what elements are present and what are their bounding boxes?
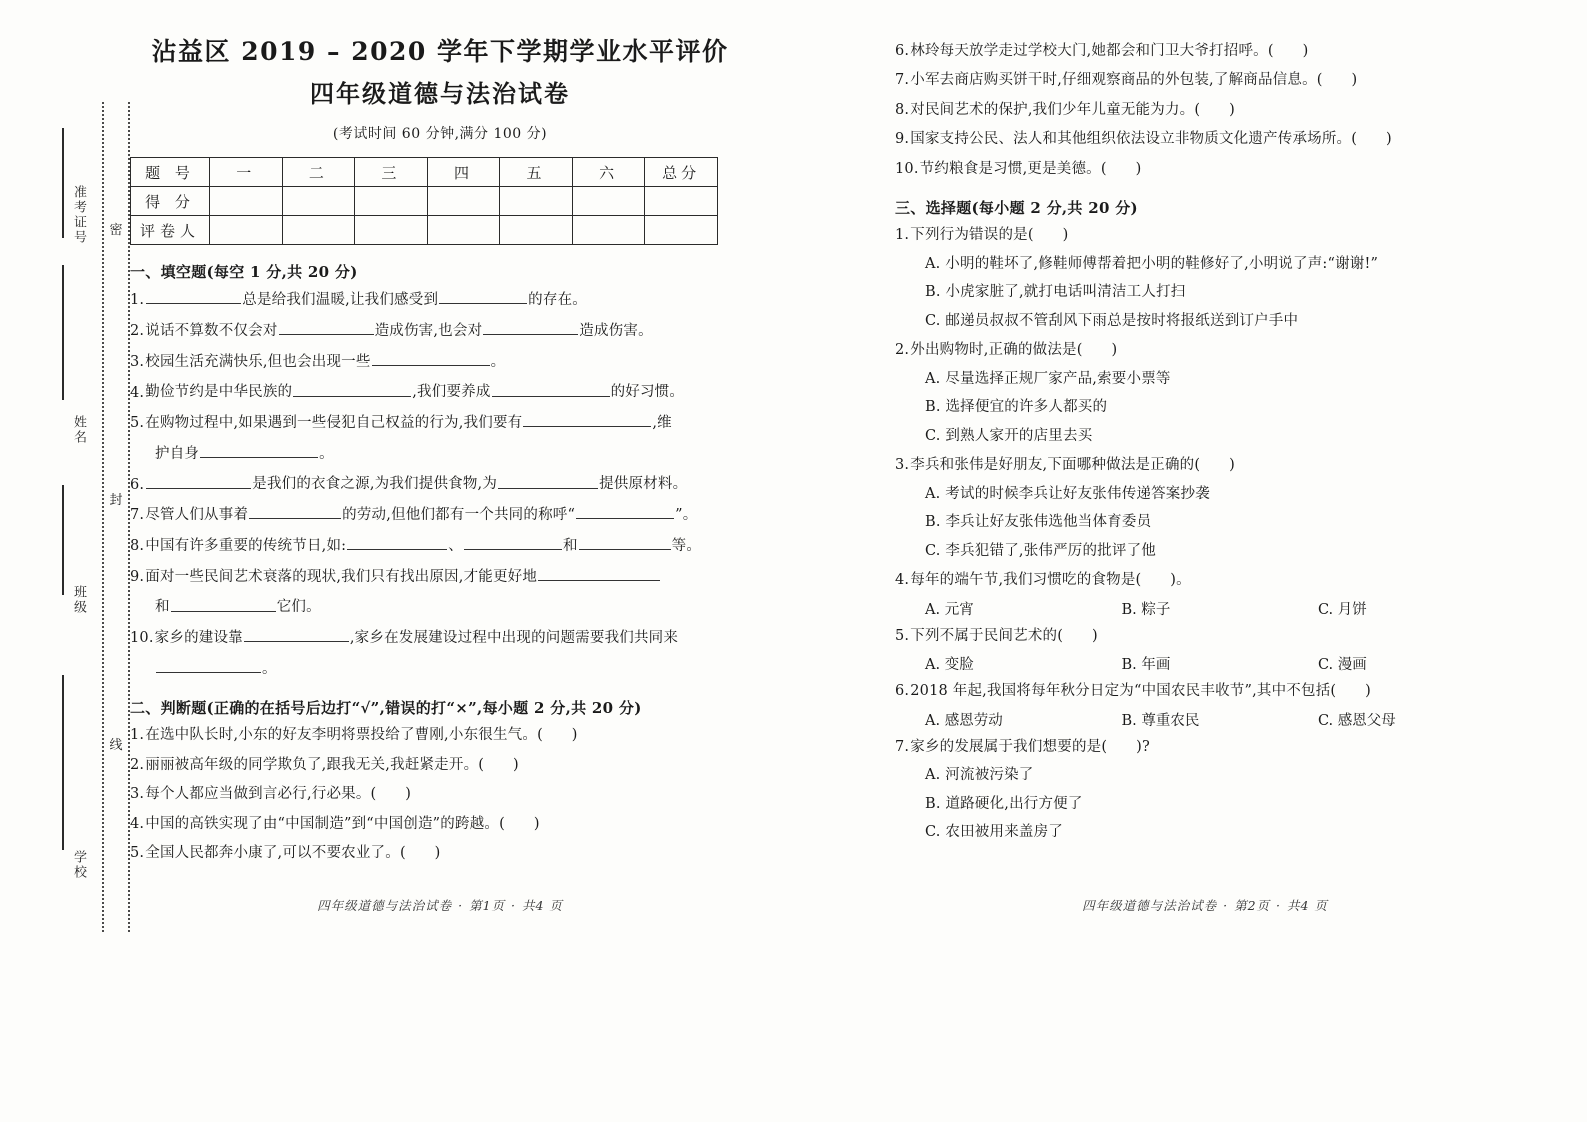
question-text: 。	[490, 353, 506, 370]
question-text: 在购物过程中,如果遇到一些侵犯自己权益的行为,我们要有	[145, 415, 523, 432]
seal-char-xian: 线	[108, 730, 124, 757]
question-number: 2.	[130, 756, 145, 773]
option-row	[895, 598, 1515, 619]
question-body	[145, 754, 750, 777]
footer-total-pages: 共4 页	[522, 898, 563, 913]
answer-blank[interactable]	[156, 657, 261, 673]
answer-blank[interactable]	[249, 503, 341, 519]
score-table-cell[interactable]	[645, 216, 718, 245]
question-number: 7.	[895, 72, 910, 89]
answer-blank[interactable]	[576, 503, 674, 519]
choice-option[interactable]: A. 小明的鞋坏了,修鞋师傅帮着把小明的鞋修好了,小明说了声:“谢谢!”	[925, 255, 1379, 272]
question-body	[145, 288, 750, 313]
question-text: 每年的端午节,我们习惯吃的食物是(	[910, 572, 1142, 589]
score-table-column-header: 一	[210, 158, 283, 187]
question-body	[145, 783, 750, 806]
field-rule-name	[62, 265, 64, 400]
score-table-cell[interactable]	[572, 216, 645, 245]
score-table-cell[interactable]	[210, 187, 283, 216]
page-1	[130, 34, 750, 914]
choice-option[interactable]: B. 小虎家脏了,就打电话叫清洁工人打扫	[925, 284, 1186, 301]
field-label-exam-number: 准考证号	[71, 185, 86, 245]
section-heading-multiple-choice: 三、选择题(每小题 2 分,共 20 分)	[895, 199, 1138, 218]
fill-in-blank-question-list	[130, 288, 750, 681]
question-text: 林玲每天放学走过学校大门,她都会和门卫大爷打招呼。(	[910, 43, 1274, 59]
choice-option[interactable]: A. 变脸	[925, 657, 974, 674]
choice-option[interactable]: C. 月饼	[1317, 601, 1367, 618]
question-number: 5.	[130, 845, 145, 862]
question-number: 2.	[895, 342, 910, 359]
fill-in-blank-question	[130, 472, 750, 497]
question-text: 它们。	[276, 599, 321, 616]
question-body	[155, 626, 750, 651]
question-text: 等。	[671, 538, 702, 555]
choice-option[interactable]: C. 农田被用来盖房了	[925, 824, 1063, 841]
question-number: 8.	[130, 538, 145, 555]
question-body	[145, 380, 750, 405]
question-number: 4.	[895, 572, 910, 589]
true-false-question	[895, 40, 1515, 63]
answer-blank[interactable]	[492, 380, 610, 396]
answer-blank[interactable]	[579, 534, 671, 550]
answer-blank[interactable]	[464, 534, 562, 550]
question-body	[155, 657, 750, 682]
choice-option[interactable]: C. 漫画	[1317, 657, 1367, 674]
score-table-row-header: 得 分	[131, 187, 210, 216]
question-number: 8.	[895, 101, 910, 118]
footer-doc-name: 四年级道德与法治试卷	[317, 898, 453, 913]
score-table-row-header: 题 号	[131, 158, 210, 187]
question-body	[145, 724, 750, 747]
fill-in-blank-question	[130, 411, 750, 436]
question-body	[910, 736, 1515, 759]
fill-in-blank-question	[130, 595, 750, 620]
answer-parenthesis[interactable]: )	[1082, 342, 1118, 359]
question-body	[145, 813, 750, 836]
question-text: 造成伤害,也会对	[374, 323, 483, 340]
score-table	[130, 157, 718, 245]
answer-parenthesis[interactable]: )	[1033, 227, 1069, 244]
true-false-question-list-page2	[895, 40, 1515, 181]
score-table-column-header: 总分	[645, 158, 718, 187]
score-table-cell[interactable]	[427, 216, 500, 245]
question-text: 家乡的建设靠	[154, 630, 243, 647]
question-text: 尽管人们从事着	[145, 507, 249, 524]
choice-option[interactable]: B. 道路硬化,出行方便了	[925, 795, 1083, 812]
question-number: 6.	[895, 43, 910, 59]
multiple-choice-question	[895, 569, 1515, 592]
choice-option[interactable]: A. 考试的时候李兵让好友张伟传递答案抄袭	[925, 485, 1210, 502]
multiple-choice-question	[895, 625, 1515, 648]
answer-blank[interactable]	[146, 472, 251, 488]
multiple-choice-question	[895, 224, 1515, 247]
answer-parenthesis[interactable]: )	[1141, 572, 1177, 589]
question-number: 1.	[130, 292, 145, 309]
question-body	[145, 472, 750, 497]
answer-blank[interactable]	[200, 442, 318, 458]
question-number: 4.	[130, 384, 145, 401]
fill-in-blank-question	[130, 626, 750, 651]
multiple-choice-question	[895, 339, 1515, 362]
question-body	[920, 158, 1515, 181]
question-body	[145, 411, 750, 436]
question-body	[910, 625, 1515, 648]
question-text: ”。	[675, 507, 698, 524]
question-text: 、	[448, 538, 463, 555]
question-number: 7.	[130, 507, 145, 524]
question-body	[910, 224, 1515, 247]
exam-info: (考试时间 60 分钟,满分 100 分)	[332, 126, 548, 143]
question-body	[910, 69, 1515, 92]
score-table-cell[interactable]	[355, 216, 428, 245]
question-tail: 。	[1176, 572, 1191, 589]
answer-parenthesis[interactable]: )	[504, 815, 540, 832]
question-text: 中国的高铁实现了由“中国制造”到“中国创造”的跨越。(	[145, 815, 505, 832]
question-text: 的好习惯。	[610, 384, 685, 401]
multiple-choice-question-list	[895, 224, 1515, 844]
question-text: 下列不属于民间艺术的(	[910, 627, 1064, 644]
question-text: 造成伤害。	[579, 323, 653, 340]
choice-option[interactable]: A. 元宵	[925, 601, 974, 618]
question-text: 总是给我们温暖,让我们感受到	[242, 292, 439, 309]
question-body	[910, 99, 1515, 122]
page-footer-1	[130, 896, 750, 914]
footer-page-number-2: 第2页	[1234, 898, 1271, 913]
question-number: 5.	[895, 627, 910, 644]
question-number: 6.	[130, 476, 145, 493]
question-text: 。	[262, 660, 277, 677]
score-table-cell[interactable]	[210, 216, 283, 245]
question-text: 全国人民都奔小康了,可以不要农业了。(	[145, 845, 406, 862]
answer-blank[interactable]	[279, 319, 374, 335]
question-text: 提供原材料。	[599, 476, 688, 493]
answer-blank[interactable]	[439, 288, 527, 304]
answer-parenthesis[interactable]: )	[542, 727, 578, 744]
score-table-column-header: 四	[427, 158, 500, 187]
choice-option[interactable]: B. 李兵让好友张伟选他当体育委员	[925, 514, 1152, 531]
footer-separator-4: ·	[1276, 898, 1281, 913]
field-label-class: 班级	[71, 585, 86, 615]
answer-parenthesis[interactable]: )	[1336, 683, 1371, 700]
question-text: 外出购物时,正确的做法是(	[910, 342, 1083, 359]
field-rule-class	[62, 485, 64, 595]
score-table-row-header: 评卷人	[131, 216, 210, 245]
score-table-cell[interactable]	[282, 216, 355, 245]
question-number: 7.	[895, 738, 910, 755]
question-number: 5.	[130, 415, 145, 432]
question-number: 10.	[130, 630, 154, 647]
choice-option[interactable]: C. 感恩父母	[1317, 712, 1396, 729]
question-body	[910, 569, 1515, 592]
fill-in-blank-question	[130, 534, 750, 559]
question-text: 的存在。	[528, 292, 587, 309]
score-table-cell[interactable]	[500, 216, 573, 245]
question-text: 在选中队长时,小东的好友李明将票投给了曹刚,小东很生气。(	[145, 727, 543, 744]
question-text: ,我们要养成	[412, 384, 491, 401]
question-body	[145, 503, 750, 528]
answer-parenthesis[interactable]: )	[1107, 738, 1142, 755]
question-text: 是我们的衣食之源,为我们提供食物,为	[252, 476, 498, 493]
question-text: 小军去商店购买饼干时,仔细观察商品的外包装,了解商品信息。(	[910, 72, 1323, 89]
question-number: 4.	[130, 815, 145, 832]
score-table-cell[interactable]	[645, 187, 718, 216]
choice-option[interactable]: C. 邮递员叔叔不管刮风下雨总是按时将报纸送到订户手中	[925, 312, 1299, 329]
question-number: 3.	[895, 457, 910, 474]
choice-option[interactable]: C. 到熟人家开的店里去买	[925, 427, 1093, 444]
question-body	[910, 454, 1515, 477]
answer-blank[interactable]	[538, 565, 660, 581]
question-text: ,家乡在发展建设过程中出现的问题需要我们共同来	[349, 630, 679, 647]
choice-option[interactable]: B. 年画	[1121, 657, 1171, 674]
choice-option[interactable]: A. 尽量选择正规厂家产品,索要小票等	[925, 370, 1171, 387]
multiple-choice-question	[895, 454, 1515, 477]
question-text: ,维	[652, 415, 672, 432]
score-table-cell[interactable]	[572, 187, 645, 216]
seal-dotted-line-outer	[102, 102, 104, 932]
score-table-cell[interactable]	[500, 187, 573, 216]
answer-blank[interactable]	[244, 626, 349, 642]
question-body	[145, 565, 750, 590]
section-heading-fill-in-blank: 一、填空题(每空 1 分,共 20 分)	[130, 263, 358, 282]
score-table-cell[interactable]	[355, 187, 428, 216]
question-body	[145, 534, 750, 559]
answer-parenthesis[interactable]: )	[1273, 43, 1309, 59]
answer-parenthesis[interactable]: )	[1357, 131, 1392, 148]
fill-in-blank-question	[130, 442, 750, 467]
score-table-column-header: 六	[572, 158, 645, 187]
answer-blank[interactable]	[347, 534, 447, 550]
answer-parenthesis[interactable]: )	[1106, 160, 1142, 177]
question-text: 国家支持公民、法人和其他组织依法设立非物质文化遗产传承场所。(	[910, 131, 1358, 148]
choice-option[interactable]: A. 河流被污染了	[925, 767, 1034, 784]
footer-doc-name-2: 四年级道德与法治试卷	[1082, 898, 1218, 913]
question-body	[145, 842, 750, 865]
multiple-choice-question	[895, 736, 1515, 759]
true-false-question	[130, 724, 750, 747]
question-text: 丽丽被高年级的同学欺负了,跟我无关,我赶紧走开。(	[145, 756, 485, 773]
answer-parenthesis[interactable]: )	[405, 845, 441, 862]
score-table-column-header: 二	[282, 158, 355, 187]
true-false-question	[895, 158, 1515, 181]
true-false-question	[130, 813, 750, 836]
fill-in-blank-question	[130, 380, 750, 405]
score-table-row	[131, 216, 718, 245]
true-false-question	[130, 754, 750, 777]
answer-parenthesis[interactable]: )	[1063, 627, 1098, 644]
question-body	[155, 595, 750, 620]
question-text: 中国有许多重要的传统节日,如:	[145, 538, 347, 555]
option-row	[895, 709, 1515, 730]
multiple-choice-question	[895, 680, 1515, 703]
question-body	[910, 339, 1515, 362]
question-number: 3.	[130, 786, 145, 803]
choice-option[interactable]: C. 李兵犯错了,张伟严厉的批评了他	[925, 542, 1157, 559]
true-false-question	[895, 69, 1515, 92]
footer-total-pages-2: 共4 页	[1287, 898, 1328, 913]
fill-in-blank-question	[130, 319, 750, 344]
question-text: 勤俭节约是中华民族的	[145, 384, 293, 401]
question-number: 1.	[130, 727, 145, 744]
fill-in-blank-question	[130, 657, 750, 682]
question-number: 9.	[895, 131, 910, 148]
true-false-question	[895, 128, 1515, 151]
question-text: 和	[155, 599, 170, 616]
field-rule-school	[62, 675, 64, 850]
footer-separator-3: ·	[1223, 898, 1229, 913]
question-text: 说话不算数不仅会对	[145, 323, 278, 340]
choice-option[interactable]: B. 尊重农民	[1121, 712, 1200, 729]
question-number: 6.	[895, 683, 910, 700]
question-body	[145, 350, 750, 375]
answer-parenthesis[interactable]: )	[376, 786, 412, 803]
question-text: 和	[562, 538, 578, 555]
footer-page-number: 第1页	[469, 898, 506, 913]
question-number: 2.	[130, 323, 145, 340]
answer-blank[interactable]	[483, 319, 578, 335]
question-text: 节约粮食是习惯,更是美德。(	[919, 160, 1107, 177]
question-body	[910, 128, 1515, 151]
question-body	[910, 680, 1515, 703]
question-text: 护自身	[155, 445, 200, 462]
question-text: 家乡的发展属于我们想要的是(	[910, 738, 1108, 755]
page-subtitle: 四年级道德与法治试卷	[310, 79, 570, 109]
answer-blank[interactable]	[146, 288, 241, 304]
question-body	[910, 40, 1515, 63]
question-number: 10.	[895, 160, 919, 177]
score-table-row	[131, 187, 718, 216]
answer-parenthesis[interactable]: )	[1200, 101, 1235, 118]
option-row	[895, 653, 1515, 674]
question-text: 每个人都应当做到言必行,行必果。(	[145, 786, 377, 803]
question-tail: ?	[1141, 738, 1150, 755]
answer-parenthesis[interactable]: )	[484, 756, 519, 773]
answer-blank[interactable]	[523, 411, 651, 427]
score-table-cell[interactable]	[282, 187, 355, 216]
fill-in-blank-question	[130, 565, 750, 590]
question-number: 1.	[895, 227, 910, 244]
fill-in-blank-question	[130, 350, 750, 375]
page-title: 沾益区 2019 – 2020 学年下学期学业水平评价	[151, 37, 729, 66]
footer-separator: ·	[458, 898, 464, 913]
question-body	[155, 442, 750, 467]
answer-blank[interactable]	[171, 595, 276, 611]
true-false-question	[130, 783, 750, 806]
fill-in-blank-question	[130, 503, 750, 528]
field-label-name: 姓名	[71, 415, 86, 445]
choice-option[interactable]: B. 粽子	[1121, 601, 1171, 618]
seal-char-feng: 封	[108, 485, 124, 512]
question-body	[145, 319, 750, 344]
question-text: 李兵和张伟是好朋友,下面哪种做法是正确的(	[910, 457, 1201, 474]
fill-in-blank-question	[130, 288, 750, 313]
field-label-school: 学校	[71, 850, 86, 880]
answer-blank[interactable]	[372, 350, 490, 366]
seal-char-mi: 密	[108, 215, 124, 242]
question-number: 9.	[130, 568, 145, 585]
true-false-question-list-page1	[130, 724, 750, 865]
true-false-question	[130, 842, 750, 865]
answer-blank[interactable]	[498, 472, 598, 488]
score-table-cell[interactable]	[427, 187, 500, 216]
answer-parenthesis[interactable]: )	[1322, 72, 1358, 89]
answer-blank[interactable]	[293, 380, 411, 396]
answer-parenthesis[interactable]: )	[1200, 457, 1235, 474]
question-number: 3.	[130, 353, 145, 370]
page-2	[895, 34, 1515, 914]
section-heading-true-false: 二、判断题(正确的在括号后边打“√”,错误的打“×”,每小题 2 分,共 20 分)	[130, 699, 642, 718]
question-text: 的劳动,但他们都有一个共同的称呼“	[342, 507, 576, 524]
question-text: 对民间艺术的保护,我们少年儿童无能为力。(	[910, 101, 1201, 118]
question-text: 校园生活充满快乐,但也会出现一些	[145, 353, 371, 370]
page-footer-2	[895, 896, 1515, 914]
footer-separator-2: ·	[511, 898, 516, 913]
choice-option[interactable]: B. 选择便宜的许多人都买的	[925, 399, 1108, 416]
question-text: 2018 年起,我国将每年秋分日定为“中国农民丰收节”,其中不包括(	[910, 683, 1337, 700]
true-false-question	[895, 99, 1515, 122]
question-text: 。	[319, 445, 334, 462]
question-text: 下列行为错误的是(	[910, 227, 1034, 244]
choice-option[interactable]: A. 感恩劳动	[925, 712, 1003, 729]
score-table-column-header: 五	[500, 158, 573, 187]
question-text: 面对一些民间艺术衰落的现状,我们只有找出原因,才能更好地	[145, 568, 538, 585]
score-table-column-header: 三	[355, 158, 428, 187]
score-table-row	[131, 158, 718, 187]
